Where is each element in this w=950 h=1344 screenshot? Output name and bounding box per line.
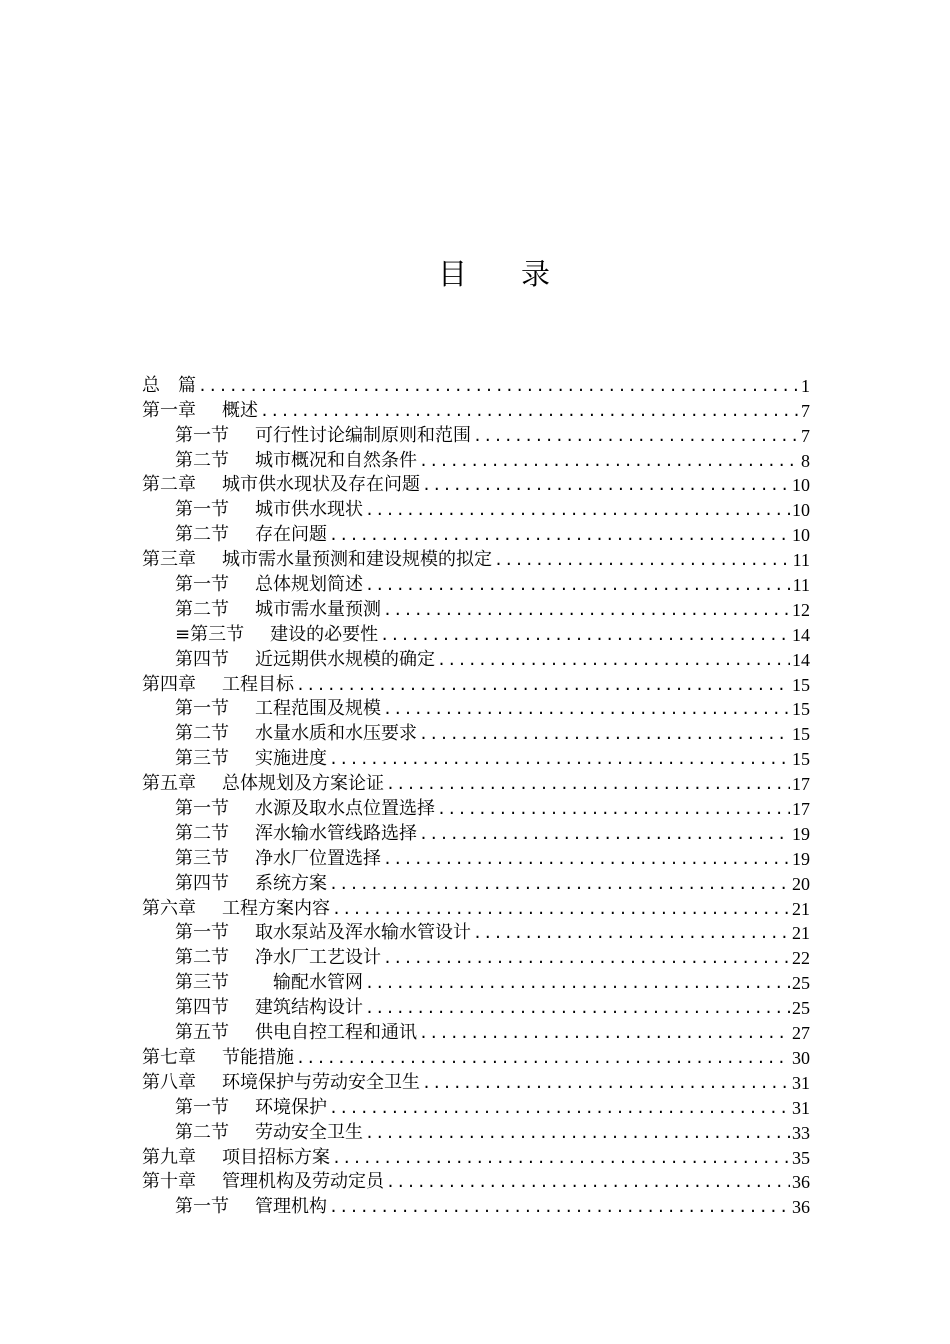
toc-entry-label bbox=[175, 697, 381, 721]
toc-entry-number: 第五章 bbox=[142, 773, 196, 795]
toc-entry-label bbox=[142, 548, 492, 572]
toc-entry-label bbox=[175, 1195, 327, 1219]
toc-entry-title: 供电自控工程和通讯 bbox=[255, 1022, 417, 1044]
toc-entry-label bbox=[142, 399, 258, 423]
toc-entry-title: 管理机构 bbox=[255, 1196, 327, 1218]
toc-entry-label bbox=[142, 473, 420, 497]
toc-page-number: 7 bbox=[801, 400, 810, 421]
toc-entry-number: 第一节 bbox=[175, 424, 229, 446]
toc-entry-number: 总 篇 bbox=[142, 374, 196, 396]
toc-entry-title: 存在问题 bbox=[255, 524, 327, 546]
toc-entry-number: 第五节 bbox=[175, 1022, 229, 1044]
toc-entry-title: 总体规划简述 bbox=[255, 574, 363, 596]
toc-entry-label bbox=[175, 1021, 417, 1045]
toc-entry-title: 建设的必要性 bbox=[270, 623, 379, 645]
toc-dot-leader bbox=[329, 1098, 790, 1120]
toc-entry-number: 第十章 bbox=[142, 1171, 196, 1193]
toc-chapter-entry[interactable] bbox=[142, 672, 810, 697]
toc-section-entry[interactable] bbox=[142, 746, 810, 771]
toc-entry-label bbox=[175, 747, 327, 771]
toc-entry-label bbox=[175, 523, 327, 547]
toc-entry-label bbox=[175, 648, 435, 672]
toc-entry-number: 第一章 bbox=[142, 399, 196, 421]
toc-entry-number: 第四节 bbox=[175, 872, 229, 894]
toc-entry-title: 输配水管网 bbox=[255, 972, 363, 994]
toc-entry-label bbox=[175, 1096, 327, 1120]
toc-dot-leader bbox=[296, 675, 790, 697]
toc-dot-leader bbox=[329, 1197, 790, 1219]
toc-entry-number: 第一节 bbox=[175, 798, 229, 820]
toc-entry-label bbox=[175, 921, 471, 945]
toc-page-number: 17 bbox=[792, 799, 810, 820]
toc-section-entry[interactable] bbox=[142, 1020, 810, 1045]
toc-dot-leader bbox=[422, 475, 790, 497]
toc-dot-leader bbox=[296, 1048, 790, 1070]
toc-dot-leader bbox=[419, 451, 799, 473]
page-title-char-2: 录 bbox=[521, 257, 553, 291]
toc-entry-number: 第二节 bbox=[175, 947, 229, 969]
toc-dot-leader bbox=[386, 1172, 790, 1194]
toc-entry-title: 浑水输水管线路选择 bbox=[255, 822, 417, 844]
toc-dot-leader bbox=[422, 1073, 790, 1095]
toc-entry-number: 第一节 bbox=[175, 499, 229, 521]
toc-entry-title: 取水泵站及浑水输水管设计 bbox=[255, 922, 471, 944]
toc-entry-number: 第四节 bbox=[175, 648, 229, 670]
toc-entry-label bbox=[175, 847, 381, 871]
toc-section-entry[interactable] bbox=[142, 423, 810, 448]
toc-page-number: 35 bbox=[792, 1147, 810, 1168]
toc-entry-number: 第三节 bbox=[175, 748, 229, 770]
toc-page-number: 17 bbox=[792, 774, 810, 795]
toc-page-number: 10 bbox=[792, 525, 810, 546]
toc-entry-number: 第一节 bbox=[175, 698, 229, 720]
toc-section-entry[interactable] bbox=[142, 497, 810, 522]
toc-entry-number: 第二节 bbox=[175, 524, 229, 546]
toc-chapter-entry[interactable] bbox=[142, 373, 810, 398]
toc-section-entry[interactable] bbox=[142, 796, 810, 821]
toc-dot-leader bbox=[494, 550, 791, 572]
toc-page-number: 20 bbox=[792, 873, 810, 894]
toc-dot-leader bbox=[365, 575, 791, 597]
toc-dot-leader bbox=[332, 899, 790, 921]
toc-entry-label bbox=[142, 897, 330, 921]
toc-dot-leader bbox=[437, 650, 790, 672]
toc-entry-title: 劳动安全卫生 bbox=[255, 1121, 363, 1143]
toc-page-number: 15 bbox=[792, 724, 810, 745]
toc-entry-label bbox=[175, 971, 363, 995]
toc-section-entry[interactable] bbox=[142, 721, 810, 746]
toc-entry-number: 第一节 bbox=[175, 1096, 229, 1118]
toc-page-number: 15 bbox=[792, 749, 810, 770]
toc-entry-title: 城市概况和自然条件 bbox=[255, 449, 417, 471]
toc-dot-leader bbox=[329, 525, 790, 547]
toc-entry-title: 城市供水现状 bbox=[255, 499, 363, 521]
toc-entry-label bbox=[175, 449, 417, 473]
toc-section-entry[interactable] bbox=[142, 1120, 810, 1145]
toc-chapter-entry[interactable] bbox=[142, 473, 810, 498]
toc-entry-title: 系统方案 bbox=[255, 872, 327, 894]
toc-section-entry[interactable] bbox=[142, 821, 810, 846]
toc-entry-label bbox=[142, 1046, 294, 1070]
toc-entry-title: 城市需水量预测和建设规模的拟定 bbox=[222, 549, 492, 571]
toc-page-number: 14 bbox=[792, 649, 810, 670]
toc-chapter-entry[interactable] bbox=[142, 398, 810, 423]
toc-chapter-entry[interactable] bbox=[142, 1045, 810, 1070]
toc-entry-title: 环境保护与劳动安全卫生 bbox=[222, 1071, 420, 1093]
toc-entry-title: 水量水质和水压要求 bbox=[255, 723, 417, 745]
toc-section-entry[interactable] bbox=[142, 1194, 810, 1219]
toc-page-number: 30 bbox=[792, 1047, 810, 1068]
toc-page-number: 7 bbox=[801, 425, 810, 446]
toc-entry-number: 第三节 bbox=[175, 847, 229, 869]
toc-entry-label bbox=[175, 424, 471, 448]
toc-section-entry[interactable] bbox=[142, 945, 810, 970]
toc-entry-title: 总体规划及方案论证 bbox=[222, 773, 384, 795]
toc-entry-title: 城市需水量预测 bbox=[255, 598, 381, 620]
toc-dot-leader bbox=[365, 500, 790, 522]
toc-section-entry[interactable] bbox=[142, 448, 810, 473]
toc-page-number: 19 bbox=[792, 848, 810, 869]
toc-page-number: 11 bbox=[792, 575, 810, 596]
toc-chapter-entry[interactable] bbox=[142, 771, 810, 796]
toc-chapter-entry[interactable] bbox=[142, 1070, 810, 1095]
toc-entry-label bbox=[142, 374, 196, 398]
toc-entry-label bbox=[142, 772, 384, 796]
toc-section-entry[interactable] bbox=[142, 522, 810, 547]
toc-entry-number: 第一节 bbox=[175, 922, 229, 944]
toc-page-number: 36 bbox=[792, 1197, 810, 1218]
toc-entry-title: 概述 bbox=[222, 399, 258, 421]
toc-entry-title: 净水厂位置选择 bbox=[255, 847, 381, 869]
toc-page-number: 1 bbox=[801, 375, 810, 396]
toc-section-entry[interactable] bbox=[142, 622, 810, 647]
toc-page-number: 22 bbox=[792, 948, 810, 969]
toc-entry-label bbox=[142, 1170, 384, 1194]
toc-entry-number: 第三章 bbox=[142, 549, 196, 571]
toc-entry-number: 第二节 bbox=[175, 822, 229, 844]
toc-entry-number: 第二节 bbox=[175, 598, 229, 620]
toc-dot-leader bbox=[419, 1023, 790, 1045]
toc-dot-leader bbox=[473, 923, 790, 945]
toc-page-number: 19 bbox=[792, 823, 810, 844]
page-title bbox=[0, 252, 950, 293]
toc-page-number: 10 bbox=[792, 475, 810, 496]
toc-page-number: 25 bbox=[792, 973, 810, 994]
toc-entry-number: 第二章 bbox=[142, 474, 196, 496]
toc-page-number: 21 bbox=[792, 898, 810, 919]
toc-dot-leader bbox=[383, 849, 790, 871]
toc-entry-label bbox=[175, 722, 417, 746]
toc-entry-label bbox=[175, 498, 363, 522]
toc-entry-title: 管理机构及劳动定员 bbox=[222, 1171, 384, 1193]
toc-dot-leader bbox=[198, 376, 799, 398]
toc-dot-leader bbox=[383, 948, 790, 970]
toc-entry-label bbox=[175, 946, 381, 970]
toc-entry-label bbox=[175, 872, 327, 896]
toc-entry-number: 第二节 bbox=[175, 449, 229, 471]
toc-page-number: 8 bbox=[801, 450, 810, 471]
toc-entry-title: 工程方案内容 bbox=[222, 897, 330, 919]
toc-entry-title: 城市供水现状及存在问题 bbox=[222, 474, 420, 496]
toc-dot-leader bbox=[383, 699, 790, 721]
toc-dot-leader bbox=[437, 799, 790, 821]
toc-section-entry[interactable] bbox=[142, 970, 810, 995]
toc-dot-leader bbox=[419, 724, 790, 746]
toc-dot-leader bbox=[365, 998, 790, 1020]
toc-entry-number: 第四节 bbox=[175, 997, 229, 1019]
toc-dot-leader bbox=[260, 401, 799, 423]
toc-section-entry[interactable] bbox=[142, 1095, 810, 1120]
toc-page-number: 10 bbox=[792, 500, 810, 521]
toc-entry-number: 第二节 bbox=[175, 1121, 229, 1143]
toc-entry-number: 第二节 bbox=[175, 723, 229, 745]
toc-entry-number: 第七章 bbox=[142, 1046, 196, 1068]
toc-dot-leader bbox=[365, 973, 790, 995]
toc-entry-label bbox=[175, 573, 363, 597]
toc-entry-label bbox=[142, 673, 294, 697]
toc-dot-leader bbox=[329, 874, 790, 896]
toc-page-number: 27 bbox=[792, 1023, 810, 1044]
toc-entry-number: 第三节 bbox=[175, 972, 229, 994]
toc-chapter-entry[interactable] bbox=[142, 547, 810, 572]
toc-entry-number: 第六章 bbox=[142, 897, 196, 919]
toc-section-entry[interactable] bbox=[142, 697, 810, 722]
toc-chapter-entry[interactable] bbox=[142, 1145, 810, 1170]
toc-dot-leader bbox=[386, 774, 790, 796]
toc-chapter-entry[interactable] bbox=[142, 1170, 810, 1195]
toc-entry-label bbox=[175, 822, 417, 846]
toc-entry-label bbox=[175, 797, 435, 821]
toc-dot-leader bbox=[380, 625, 790, 647]
toc-page-number: 33 bbox=[792, 1122, 810, 1143]
table-of-contents bbox=[142, 373, 810, 1219]
toc-entry-title: 工程目标 bbox=[222, 673, 294, 695]
toc-section-entry[interactable] bbox=[142, 846, 810, 871]
toc-entry-title: 近远期供水规模的确定 bbox=[255, 648, 435, 670]
toc-entry-number: 第一节 bbox=[175, 1196, 229, 1218]
toc-entry-title: 净水厂工艺设计 bbox=[255, 947, 381, 969]
toc-entry-label bbox=[175, 623, 378, 647]
toc-entry-number: 第八章 bbox=[142, 1071, 196, 1093]
toc-page-number: 12 bbox=[792, 599, 810, 620]
toc-chapter-entry[interactable] bbox=[142, 896, 810, 921]
toc-page-number: 36 bbox=[792, 1172, 810, 1193]
toc-page-number: 15 bbox=[792, 674, 810, 695]
toc-dot-leader bbox=[419, 824, 790, 846]
toc-entry-title: 环境保护 bbox=[255, 1096, 327, 1118]
toc-entry-title: 水源及取水点位置选择 bbox=[255, 798, 435, 820]
toc-entry-title: 实施进度 bbox=[255, 748, 327, 770]
toc-page-number: 21 bbox=[792, 923, 810, 944]
toc-page-number: 31 bbox=[792, 1097, 810, 1118]
page-title-char-1: 目 bbox=[437, 257, 469, 291]
toc-page-number: 11 bbox=[792, 550, 810, 571]
toc-entry-label bbox=[175, 598, 381, 622]
toc-entry-title: 可行性讨论编制原则和范围 bbox=[255, 424, 471, 446]
toc-section-entry[interactable] bbox=[142, 921, 810, 946]
toc-page-number: 31 bbox=[792, 1072, 810, 1093]
toc-dot-leader bbox=[383, 600, 790, 622]
toc-entry-label bbox=[142, 1146, 330, 1170]
toc-page-number: 14 bbox=[792, 624, 810, 645]
toc-section-entry[interactable] bbox=[142, 995, 810, 1020]
toc-entry-number: 第一节 bbox=[175, 574, 229, 596]
toc-entry-title: 工程范围及规模 bbox=[255, 698, 381, 720]
toc-entry-number: ≡第三节 bbox=[175, 623, 245, 645]
toc-entry-label bbox=[142, 1071, 420, 1095]
toc-entry-title: 项目招标方案 bbox=[222, 1146, 330, 1168]
toc-section-entry[interactable] bbox=[142, 572, 810, 597]
toc-entry-label bbox=[175, 996, 363, 1020]
toc-entry-number: 第四章 bbox=[142, 673, 196, 695]
toc-page-number: 25 bbox=[792, 998, 810, 1019]
toc-dot-leader bbox=[329, 749, 790, 771]
toc-section-entry[interactable] bbox=[142, 597, 810, 622]
toc-entry-number: 第九章 bbox=[142, 1146, 196, 1168]
toc-entry-label bbox=[175, 1121, 363, 1145]
toc-section-entry[interactable] bbox=[142, 647, 810, 672]
toc-dot-leader bbox=[332, 1148, 790, 1170]
toc-page-number: 15 bbox=[792, 699, 810, 720]
toc-dot-leader bbox=[365, 1123, 790, 1145]
toc-entry-title: 建筑结构设计 bbox=[255, 997, 363, 1019]
toc-dot-leader bbox=[473, 426, 799, 448]
toc-section-entry[interactable] bbox=[142, 871, 810, 896]
toc-entry-title: 节能措施 bbox=[222, 1046, 294, 1068]
